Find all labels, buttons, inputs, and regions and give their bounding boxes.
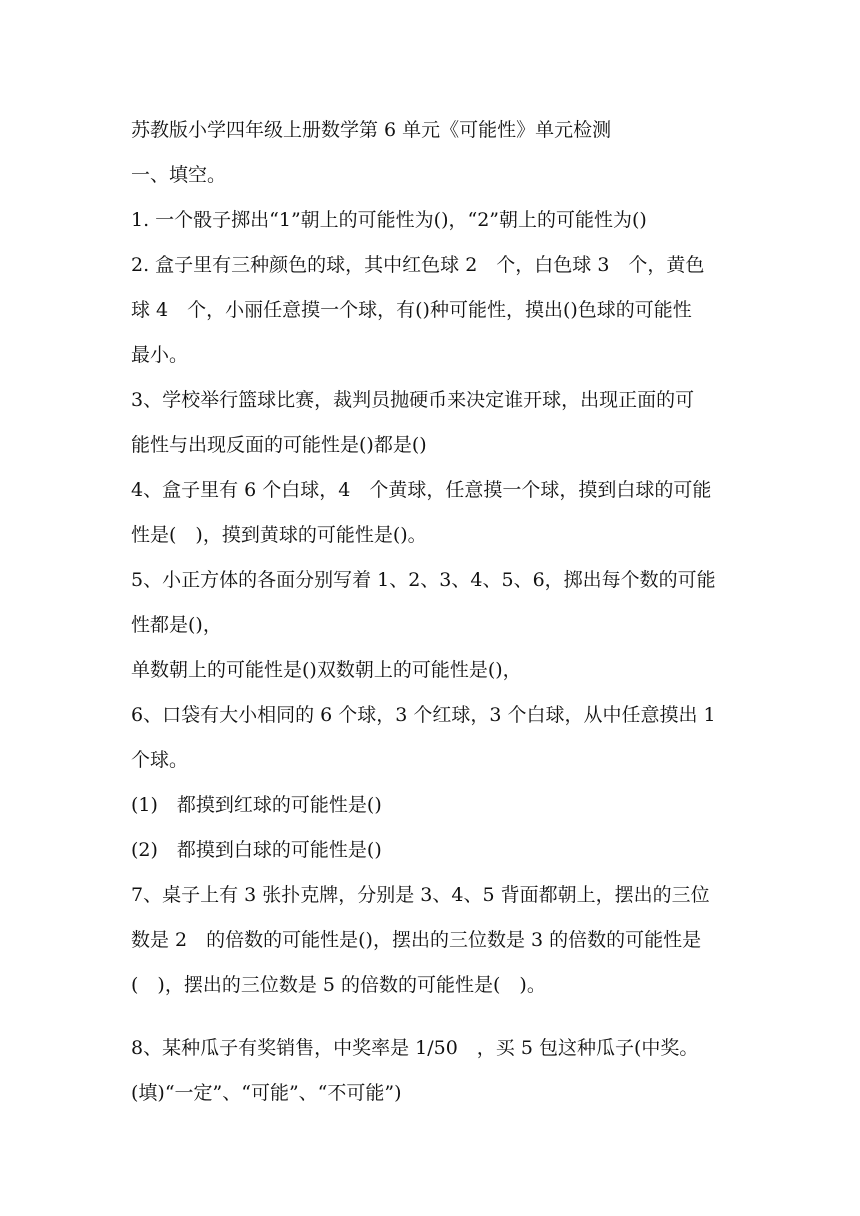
question-6-sub-2: (2) 都摸到白球的可能性是() xyxy=(131,839,382,861)
question-6-line-2: 个球。 xyxy=(131,749,189,771)
question-5-line-2: 性都是()， xyxy=(131,614,222,636)
question-5-line-1: 5、小正方体的各面分别写着 1、2、3、4、5、6，掷出每个数的可能 xyxy=(131,569,716,591)
question-4-line-2: 性是( )，摸到黄球的可能性是()。 xyxy=(131,524,427,546)
question-3-line-2: 能性与出现反面的可能性是()都是() xyxy=(131,434,427,456)
question-2-line-1: 2. 盒子里有三种颜色的球，其中红色球 2 个，白色球 3 个，黄色 xyxy=(131,254,705,276)
question-8-line-1: 8、某种瓜子有奖销售，中奖率是 1/50 ，买 5 包这种瓜子(中奖。 xyxy=(131,1037,699,1059)
document-title: 苏教版小学四年级上册数学第 6 单元《可能性》单元检测 xyxy=(131,119,612,141)
question-2-line-3: 最小。 xyxy=(131,344,189,366)
section-heading: 一、填空。 xyxy=(131,164,227,186)
question-7-line-1: 7、桌子上有 3 张扑克牌，分别是 3、4、5 背面都朝上，摆出的三位 xyxy=(131,884,710,906)
question-7-line-2: 数是 2 的倍数的可能性是()，摆出的三位数是 3 的倍数的可能性是 xyxy=(131,929,702,951)
question-5-line-3: 单数朝上的可能性是()双数朝上的可能性是()， xyxy=(131,659,522,681)
question-4-line-1: 4、盒子里有 6 个白球，4 个黄球，任意摸一个球，摸到白球的可能 xyxy=(131,479,712,501)
question-8-line-2: (填)“一定”、“可能”、“不可能”) xyxy=(131,1082,402,1104)
question-3-line-1: 3、学校举行篮球比赛，裁判员抛硬币来决定谁开球，出现正面的可 xyxy=(131,389,695,411)
question-7-line-3: ( )，摆出的三位数是 5 的倍数的可能性是( )。 xyxy=(131,974,546,996)
question-6-line-1: 6、口袋有大小相同的 6 个球，3 个红球，3 个白球，从中任意摸出 1 xyxy=(131,704,716,726)
question-1: 1. 一个骰子掷出“1”朝上的可能性为()，“2”朝上的可能性为() xyxy=(131,209,647,231)
question-2-line-2: 球 4 个，小丽任意摸一个球，有()种可能性，摸出()色球的可能性 xyxy=(131,299,692,321)
question-6-sub-1: (1) 都摸到红球的可能性是() xyxy=(131,794,382,816)
